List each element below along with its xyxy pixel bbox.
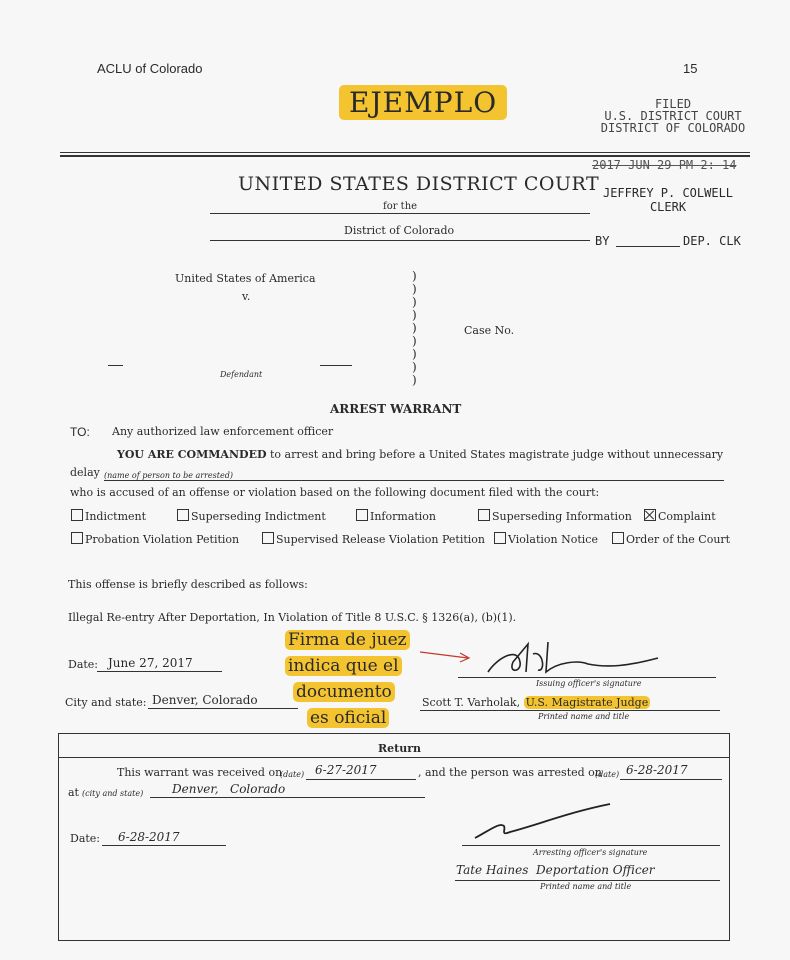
- court-district: District of Colorado: [344, 224, 455, 237]
- checkbox-icon: [356, 509, 368, 521]
- judge-signature-icon: [458, 632, 698, 682]
- filed-line1: FILED: [654, 97, 692, 111]
- at-label: at: [68, 786, 79, 799]
- checked-box-icon: [644, 509, 656, 521]
- cb-label: Superseding Information: [492, 510, 632, 523]
- versus: v.: [242, 290, 251, 303]
- cb-label: Probation Violation Petition: [85, 533, 240, 546]
- arresting-sig-label: Arresting officer's signature: [533, 848, 648, 857]
- top-rule-2: [60, 155, 750, 157]
- filed-stamp: [588, 98, 758, 134]
- court-for-the: for the: [383, 201, 418, 212]
- printed-label: Printed name and title: [538, 712, 630, 721]
- name-hint: (name of person to be arrested): [104, 471, 233, 480]
- judge-name-line: [422, 696, 650, 709]
- cb-label: Information: [370, 510, 437, 523]
- checkbox-icon: [478, 509, 490, 521]
- received-date-hint: (date): [280, 770, 305, 779]
- caption-brackets: ) ) ) ) ) ) ) ) ): [412, 269, 417, 387]
- city-hint: (city and state): [82, 789, 144, 798]
- return-rule: [58, 757, 730, 758]
- by-label: BY: [595, 234, 610, 248]
- judge-name-rule: [420, 710, 720, 711]
- date-label: Date:: [68, 658, 99, 671]
- name-line: [104, 480, 724, 481]
- received-date: 6-27-2017: [315, 763, 377, 777]
- date-line: [97, 671, 222, 672]
- district-rule: [210, 240, 590, 241]
- commanded-text: [117, 448, 723, 461]
- return-date-value: 6-28-2017: [118, 830, 180, 844]
- arrested-date-line: [620, 779, 722, 780]
- defendant-line-left: [108, 365, 123, 366]
- arresting-sig-line: [462, 845, 720, 846]
- arrested-date-hint: (date): [595, 770, 620, 779]
- officer-printed-label: Printed name and title: [540, 882, 632, 891]
- city-line: [148, 708, 298, 709]
- cb-complaint[interactable]: [644, 509, 716, 523]
- top-rule-1: [60, 152, 750, 153]
- page-number: 15: [683, 61, 698, 76]
- return-city-line: [150, 797, 425, 798]
- annotation-line2: indica que el: [285, 656, 402, 676]
- annotation-line4: es oficial: [307, 708, 389, 728]
- checkbox-icon: [177, 509, 189, 521]
- cb-label: Violation Notice: [508, 533, 598, 546]
- filed-date: 2017 JUN 29 PM 2: 14: [592, 158, 737, 172]
- offense-intro: This offense is briefly described as follows:: [68, 578, 308, 591]
- city-label: City and state:: [65, 696, 147, 709]
- dep-label: DEP. CLK: [683, 234, 741, 248]
- filed-line2: U.S. DISTRICT COURT: [604, 109, 742, 123]
- court-rule: [210, 213, 590, 214]
- plaintiff: United States of America: [175, 272, 316, 285]
- cb-superseding-information[interactable]: [478, 509, 632, 523]
- judge-title: U.S. Magistrate Judge: [525, 696, 649, 709]
- cb-order-of-court[interactable]: [612, 532, 730, 546]
- clerk-block: [598, 186, 738, 214]
- cb-label: Order of the Court: [626, 533, 731, 546]
- return-title: Return: [378, 742, 422, 755]
- arrested-date: 6-28-2017: [626, 763, 688, 777]
- annotation-line1: Firma de juez: [285, 630, 410, 650]
- date-value: June 27, 2017: [108, 656, 193, 670]
- cb-label: Indictment: [85, 510, 147, 523]
- filed-line3: DISTRICT OF COLORADO: [600, 121, 746, 135]
- delay-label: delay: [70, 466, 100, 479]
- annotation-block: [285, 627, 410, 731]
- warrant-title: ARREST WARRANT: [330, 402, 462, 416]
- return-date-line: [102, 845, 226, 846]
- issuing-sig-label: Issuing officer's signature: [536, 679, 642, 688]
- cb-label: Supervised Release Violation Petition: [276, 533, 485, 546]
- org-name: ACLU of Colorado: [97, 61, 203, 76]
- cb-label: Superseding Indictment: [191, 510, 326, 523]
- to-value: Any authorized law enforcement officer: [112, 425, 334, 438]
- arrested-text: , and the person was arrested on: [418, 766, 602, 779]
- cb-superseding-indictment[interactable]: [177, 509, 326, 523]
- court-title: UNITED STATES DISTRICT COURT: [238, 173, 600, 195]
- checkbox-icon: [612, 532, 624, 544]
- cb-supervised-release[interactable]: [262, 532, 485, 546]
- checkbox-icon: [71, 509, 83, 521]
- city-value: Denver, Colorado: [152, 693, 258, 707]
- clerk-title: CLERK: [649, 200, 687, 214]
- return-city: Denver, Colorado: [172, 782, 286, 796]
- defendant-label: Defendant: [220, 370, 263, 379]
- cb-probation[interactable]: [71, 532, 239, 546]
- cb-indictment[interactable]: [71, 509, 146, 523]
- commanded-rest: to arrest and bring before a United States magistrate judge without unnecessary: [270, 448, 724, 461]
- received-date-line: [306, 779, 416, 780]
- checkbox-icon: [494, 532, 506, 544]
- commanded-bold: YOU ARE COMMANDED: [117, 448, 267, 461]
- to-label: TO:: [70, 425, 90, 439]
- offense-text: Illegal Re-entry After Deportation, In Violation of Title 8 U.S.C. § 1326(a), (b)(1).: [68, 611, 517, 624]
- by-line: [616, 246, 680, 247]
- cb-information[interactable]: [356, 509, 436, 523]
- accused-line: who is accused of an offense or violation based on the following document filed with the court:: [70, 486, 600, 499]
- cb-label: Complaint: [658, 510, 716, 523]
- defendant-line-right: [320, 365, 352, 366]
- annotation-line3: documento: [293, 682, 395, 702]
- cb-violation-notice[interactable]: [494, 532, 598, 546]
- checkbox-icon: [71, 532, 83, 544]
- checkbox-icon: [262, 532, 274, 544]
- return-date-label: Date:: [70, 832, 101, 845]
- example-stamp: EJEMPLO: [339, 85, 507, 120]
- clerk-name: JEFFREY P. COLWELL: [602, 186, 734, 200]
- arresting-signature-icon: [470, 800, 620, 844]
- case-no-label: Case No.: [464, 324, 515, 337]
- issuing-sig-line: [458, 677, 716, 678]
- officer-printed-line: [455, 880, 720, 881]
- judge-name: Scott T. Varholak,: [422, 696, 524, 709]
- officer-printed-name: Tate Haines Deportation Officer: [456, 863, 655, 877]
- received-text: This warrant was received on: [117, 766, 283, 779]
